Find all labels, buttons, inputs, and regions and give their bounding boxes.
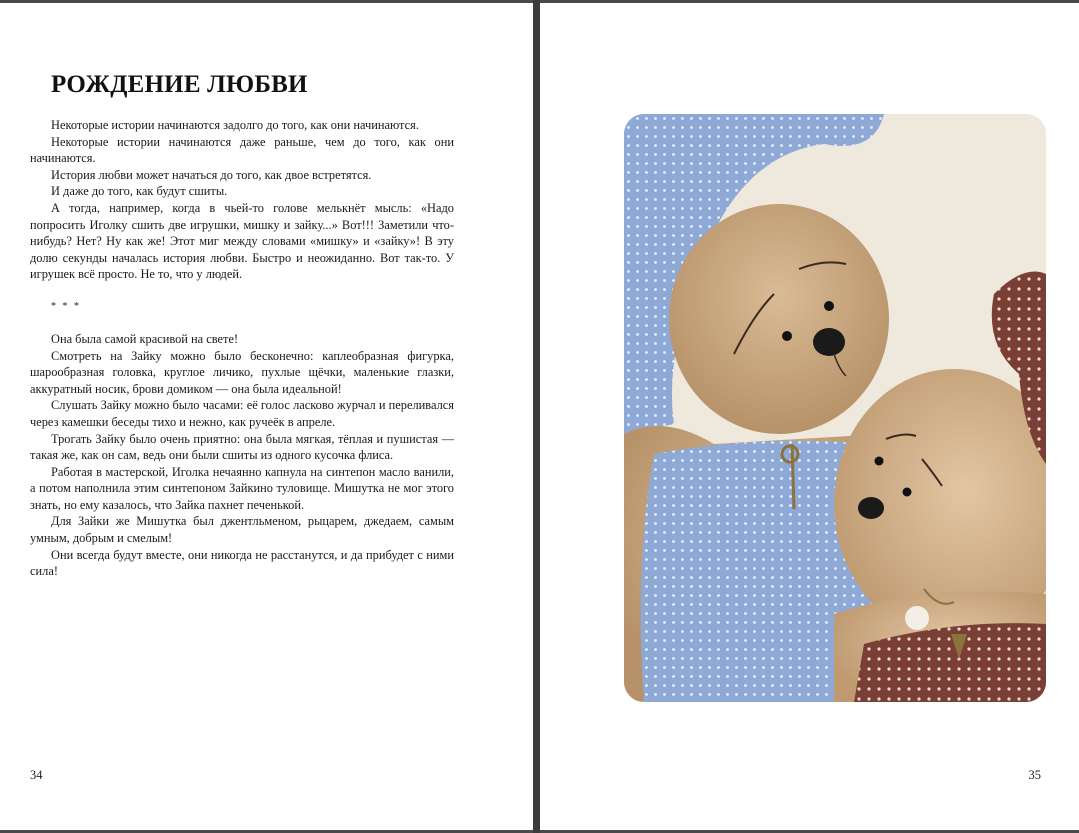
chapter-title: РОЖДЕНИЕ ЛЮБВИ <box>51 71 308 98</box>
paragraph: Для Зайки же Мишутка был джентльменом, рыцарем, джедаем, самым умным, добрым и смелым! <box>30 514 454 546</box>
section-separator: * * * <box>51 300 81 312</box>
teddy-bear-couple-photo <box>624 114 1046 702</box>
chapter-body <box>30 117 454 580</box>
paragraph: А тогда, например, когда в чьей-то голове мелькнёт мысль: «Надо попросить Иголку сшить две игрушки, мишку и зайку...» Вот!!! Заметили что-нибудь? Нет? Ну как же! Этот миг между словами «мишку» и «зайку»! В эту долю секунды началась история любви. Быстро и неожиданно. Вот так-то. У игрушек всё просто. Не то, что у людей. <box>30 200 454 282</box>
paragraph: Они всегда будут вместе, они никогда не расстанутся, и да прибудет с ними сила! <box>30 547 454 579</box>
paragraph: Работая в мастерской, Иголка нечаянно капнула на синтепон масло ванили, а потом наполнила этим синтепоном Зайкино туловище. Мишутка не мог этого знать, но ему казалось, что Зайка пахнет печенькой. <box>30 464 454 512</box>
page-number-left: 34 <box>30 768 43 782</box>
right-page <box>540 3 1079 830</box>
paragraph: Трогать Зайку было очень приятно: она была мягкая, тёплая и пушистая — такая же, как он сам, ведь они были сшиты из одного кусочка флиса. <box>30 431 454 463</box>
paragraph: Некоторые истории начинаются даже раньше, чем до того, как они начинаются. <box>30 134 454 166</box>
paragraph: История любви может начаться до того, как двое встретятся. <box>51 167 372 182</box>
page-number-right: 35 <box>1028 768 1041 782</box>
paragraph: Смотреть на Зайку можно было бесконечно: каплеобразная фигурка, шарообразная головка, круглое личико, пухлые щёчки, маленькие глазки, аккуратный носик, брови домиком — она была идеальной! <box>30 348 454 396</box>
paragraph: И даже до того, как будут сшиты. <box>51 184 228 199</box>
paragraph: Некоторые истории начинаются задолго до того, как они начинаются. <box>51 118 419 132</box>
photo-illustration <box>624 114 1046 702</box>
left-page <box>0 3 533 830</box>
paragraph: Слушать Зайку можно было часами: её голос ласково журчал и переливался через камешки беседы тихо и нежно, как ручеёк в апреле. <box>30 398 454 429</box>
paragraph: Она была самой красивой на свете! <box>51 331 239 346</box>
book-gutter <box>533 0 540 833</box>
